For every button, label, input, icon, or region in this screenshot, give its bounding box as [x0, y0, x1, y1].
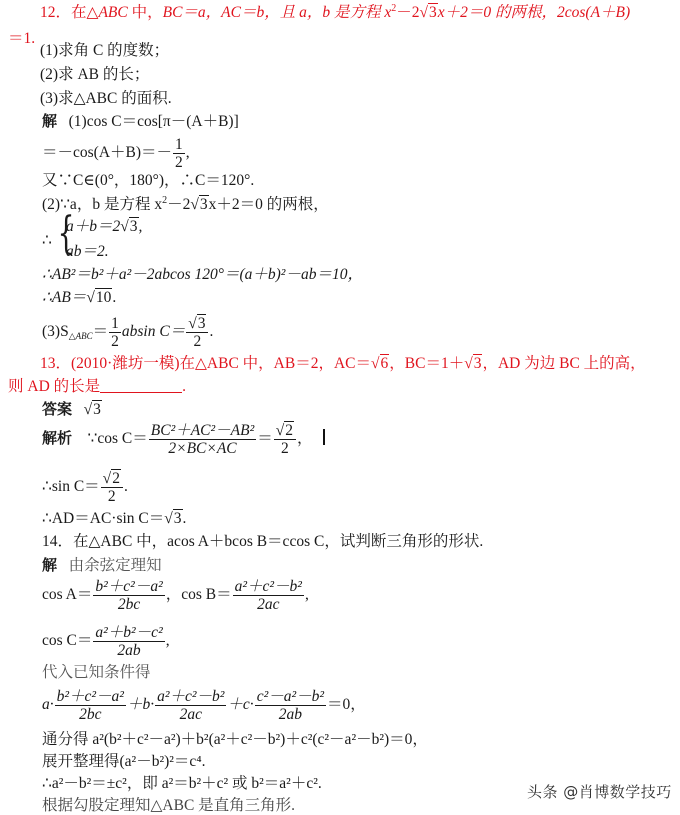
stem-text: 在△ — [71, 4, 99, 21]
question-2: (2)求 AB 的长； — [40, 66, 150, 83]
watermark: 头条 @肖博数学技巧 — [527, 783, 672, 801]
numerator: 1 — [175, 136, 183, 153]
fraction — [255, 688, 326, 723]
subscript: △ABC — [68, 331, 93, 342]
stem-text: 中， — [127, 4, 163, 21]
solution-12-ab: ∴AB＝√10. — [42, 289, 117, 306]
problem-source: (2010·潍坊一模) — [71, 355, 180, 372]
denominator: 2 — [281, 440, 289, 457]
solution-text: ∴AD＝AC·sin C＝ — [42, 510, 165, 527]
question-1: (1)求角 C 的度数； — [40, 42, 170, 59]
fraction — [155, 688, 226, 723]
equation-part: －2 — [396, 4, 420, 21]
solution-text: (3)S — [42, 323, 69, 341]
solution-text: ＝－cos(A＋B)＝－ — [42, 144, 173, 162]
analysis-label: 解析 — [42, 429, 73, 448]
denominator: 2 — [111, 333, 119, 350]
common-denominator-line: 通分得 a²(b²＋c²－a²)＋b²(a²＋c²－b²)＋c²(c²－a²－b²)＝0， — [42, 731, 428, 748]
analysis-13-cos: 解析 ∵cos C＝ $\frac{\text{BC²＋AC²－AB²}}{2\times BC\times AC}$ ＝ $\frac{√2}{2}$ ， — [42, 422, 325, 457]
text-cursor — [323, 429, 325, 445]
solution-text: ∴sin C＝ — [42, 478, 100, 496]
problem-number: 14． — [42, 533, 74, 550]
numerator: b²＋c²－a² — [95, 578, 163, 595]
solution-text: cos A＝ — [42, 586, 93, 604]
solution-12-area: $(3)S_{\triangle ABC}=$ $\frac{1}{2}$ absin C＝ $\frac{√3}{2}$ . — [42, 315, 214, 350]
solution-text: x＋2＝0 的两根， — [208, 196, 329, 213]
question-3: (3)求△ABC 的面积. — [40, 90, 172, 107]
answer-13 — [42, 400, 102, 419]
numerator: √2 — [274, 422, 296, 440]
radicand: 2 — [112, 470, 120, 487]
numerator: BC²＋AC²－AB² — [150, 422, 255, 439]
problem-14-stem — [42, 533, 483, 551]
denominator: 2 — [193, 333, 202, 350]
solution-text: ，cos B＝ — [165, 586, 232, 604]
solution-text: cos C＝ — [42, 632, 93, 650]
sqrt-symbol: √3 — [464, 355, 482, 372]
solution-12-line2: ＝－cos(A＋B)＝－ $\frac{1}{2}$ , — [42, 136, 190, 171]
answer-label: 答案 — [42, 400, 73, 418]
triangle-name: ABC — [98, 4, 128, 21]
conclude-line: ∴a²－b²＝±c²，即 a²＝b²＋c² 或 b²＝a²＋c². — [42, 775, 322, 792]
numerator: √3 — [186, 315, 208, 333]
brace-symbol: { — [57, 208, 75, 259]
fraction — [93, 578, 164, 613]
term: ＝0， — [327, 696, 366, 714]
radicand: 3 — [429, 4, 437, 21]
sqrt-symbol: √3 — [419, 4, 437, 21]
fraction — [149, 422, 257, 457]
solution-text: ∵cos C＝ — [87, 430, 148, 448]
solution-12-part2: (2)∵a，b 是方程 $x^2-2√3x+2=0$ 的两根， — [42, 195, 329, 213]
radicand: 3 — [93, 401, 101, 418]
numerator: b²＋c²－a² — [56, 688, 124, 705]
equation: a＋b＝2 — [66, 218, 121, 235]
radicand: 3 — [197, 315, 206, 332]
stem-text: ，BC＝1＋ — [389, 355, 465, 372]
numerator: 1 — [111, 315, 119, 332]
fraction — [101, 470, 123, 505]
substitute-text: 代入已知条件得 — [42, 664, 151, 681]
sqrt-symbol: √3 — [190, 196, 208, 213]
radicand: 10 — [95, 289, 112, 306]
solution-text: absin C＝ — [121, 323, 186, 341]
solution-label: 解 — [42, 112, 58, 130]
term: ＋b· — [126, 696, 155, 714]
fraction — [186, 315, 208, 350]
solution-12-line1 — [42, 112, 239, 131]
therefore-symbol: ∴ — [42, 232, 52, 249]
denominator: 2×BC×AC — [168, 440, 237, 457]
radicand: 3 — [173, 510, 182, 527]
sqrt-symbol: √10 — [86, 289, 112, 306]
denominator: 2ab — [278, 706, 302, 723]
problem-13-stem — [40, 355, 646, 373]
term: ＋c· — [227, 696, 254, 714]
solution-12-line3: 又∵C∈(0°，180°)，∴C＝120°. — [42, 172, 255, 189]
denominator: 2bc — [79, 706, 102, 723]
solution-text: (2)∵a，b 是方程 x — [42, 196, 163, 213]
fraction — [173, 136, 185, 171]
solution-text: (1)cos C＝cos[π－(A＋B)] — [68, 113, 239, 130]
numerator: c²－a²－b² — [256, 688, 325, 705]
radicand: 3 — [129, 218, 138, 235]
sqrt-symbol: √6 — [371, 355, 389, 372]
problem-12-stem-line2: ＝1. — [8, 30, 36, 47]
problem-12-stem: 12．在△ABC 中，BC＝a，AC＝b，且 a，b 是方程 $x^2-2√3x+2=0$ 的两根，2cos(A＋B) — [40, 3, 631, 21]
fraction — [93, 624, 164, 659]
denominator: 2ac — [179, 706, 202, 723]
expand-line: 展开整理得(a²－b²)²＝c⁴. — [42, 753, 206, 770]
final-line: 根据勾股定理知△ABC 是直角三角形. — [42, 797, 296, 814]
system-eq-1: a＋b＝2√3, — [66, 218, 143, 235]
stem-text: 在△ABC 中，acos A＋bcos B＝ccos C，试判断三角形的形状. — [73, 533, 484, 550]
solution-12-ab-squared: ∴AB²＝b²＋a²－2abcos 120°＝(a＋b)²－ab＝10， — [42, 266, 363, 283]
denominator: 2ab — [117, 642, 141, 659]
equation-rest: x＋2＝0 的两根，2cos(A＋B) — [437, 4, 631, 21]
stem-text: 在△ABC 中，AB＝2，AC＝ — [179, 355, 371, 372]
problem-number: 13． — [40, 355, 72, 372]
solution-text: ∴AB＝ — [42, 289, 87, 306]
cos-a-b-formulas: cos A＝ $\frac{\text{b²＋c²－a²}}{2bc}$ ，cos B＝ $\frac{\text{a²＋c²－b²}}{2ac}$ , — [42, 578, 309, 613]
denominator: 2bc — [117, 596, 141, 613]
radicand: 2 — [285, 422, 294, 439]
solution-label: 解 — [42, 556, 58, 574]
substituted-equation — [42, 688, 366, 723]
fraction — [55, 688, 126, 723]
answer-blank — [100, 378, 182, 393]
denominator: 2ac — [257, 596, 280, 613]
solution-text: 由余弦定理知 — [68, 557, 162, 574]
fraction — [233, 578, 304, 613]
cos-c-formula: cos C＝ $\frac{\text{a²＋b²－c²}}{2ab}$ , — [42, 624, 170, 659]
sqrt-symbol: √3 — [83, 401, 101, 418]
radicand: 6 — [380, 355, 389, 372]
denominator: 2 — [107, 488, 116, 505]
system-eq-2: ab＝2. — [66, 243, 109, 260]
numerator: a²＋c²－b² — [157, 688, 225, 705]
term: a· — [42, 696, 54, 714]
radicand: 3 — [199, 196, 208, 213]
analysis-13-ad: ∴AD＝AC·sin C＝√3. — [42, 510, 187, 527]
problem-number: 12． — [40, 4, 72, 21]
numerator: a²＋b²－c² — [95, 624, 163, 641]
fraction — [109, 315, 121, 350]
solution-14-intro — [42, 556, 162, 575]
radicand: 3 — [473, 355, 482, 372]
sqrt-symbol: √3 — [164, 510, 182, 527]
numerator: √2 — [101, 470, 123, 488]
analysis-13-sin: ∴sin C＝ $\frac{√2}{2}$ . — [42, 470, 128, 505]
stem-text: ，AD 为边 BC 上的高， — [482, 355, 646, 372]
sqrt-symbol: √3 — [120, 218, 138, 235]
problem-13-stem-line2: 则 AD 的长是 . — [8, 378, 187, 395]
numerator: a²＋c²－b² — [234, 578, 302, 595]
denominator: 2 — [175, 154, 183, 171]
stem-condition: BC＝a，AC＝b，且 a，b 是方程 x — [162, 4, 392, 21]
stem-text: 则 AD 的长是 — [8, 378, 101, 395]
fraction — [274, 422, 296, 457]
